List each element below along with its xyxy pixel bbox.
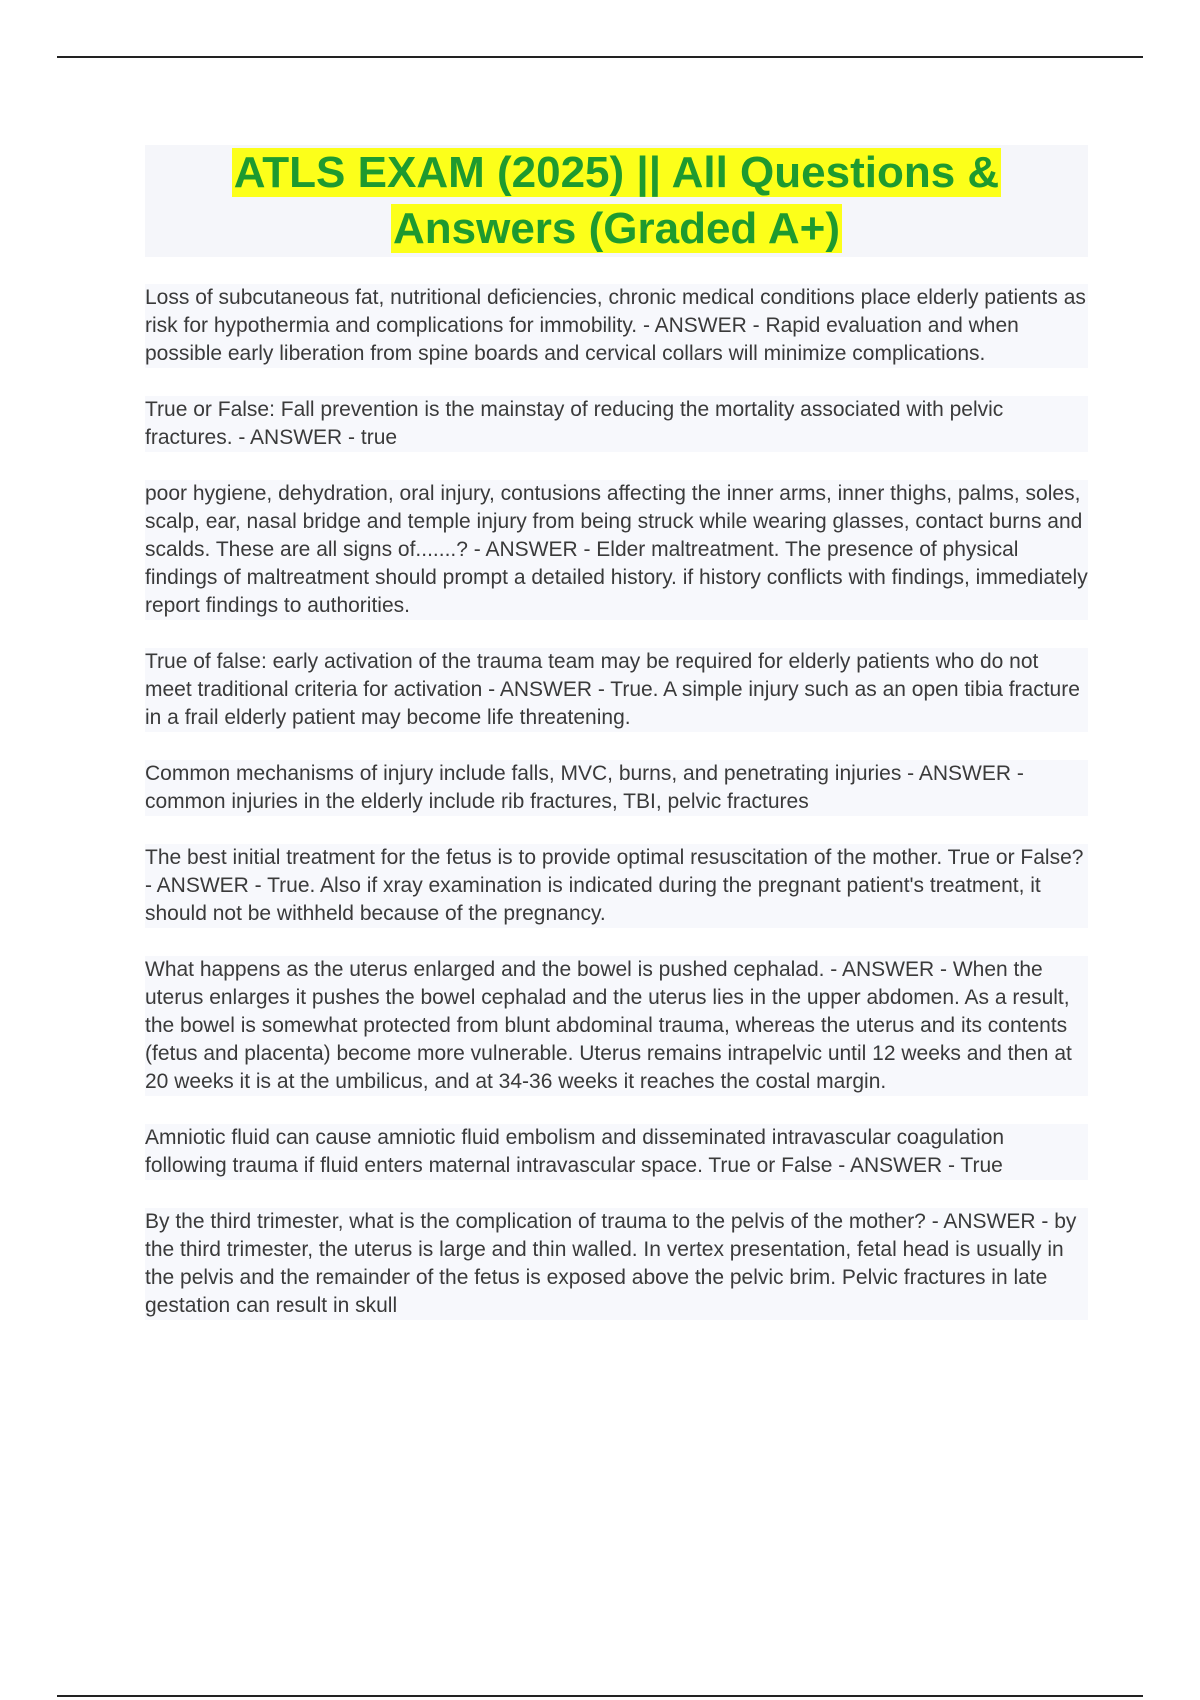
title-line-2: Answers (Graded A+) <box>392 204 841 253</box>
qa-list <box>145 284 1088 1348</box>
bottom-rule <box>57 1695 1143 1697</box>
qa-item: Amniotic fluid can cause amniotic fluid embolism and disseminated intravascular coagulation following trauma if fluid enters maternal intravascular space. True or False - ANSWER - True <box>145 1124 1088 1180</box>
title-line-1: ATLS EXAM (2025) || All Questions & <box>233 148 1000 197</box>
page-title <box>145 145 1088 257</box>
qa-item: poor hygiene, dehydration, oral injury, contusions affecting the inner arms, inner thighs, palms, soles, scalp, ear, nasal bridge and temple injury from being struck while wearing glasses, contact burns and scalds. These are all signs of.......? - ANSWER - Elder maltreatment. The presence of physical findings of maltreatment should prompt a detailed history. if history conflicts with findings, immediately report findings to authorities. <box>145 480 1088 620</box>
qa-item: True or False: Fall prevention is the mainstay of reducing the mortality associated with pelvic fractures. - ANSWER - true <box>145 396 1088 452</box>
qa-item: The best initial treatment for the fetus is to provide optimal resuscitation of the mother. True or False? - ANSWER - True. Also if xray examination is indicated during the pregnant patient's treatment, it should not be withheld because of the pregnancy. <box>145 844 1088 928</box>
qa-item: Common mechanisms of injury include falls, MVC, burns, and penetrating injuries - ANSWER - common injuries in the elderly include rib fractures, TBI, pelvic fractures <box>145 760 1088 816</box>
qa-item: What happens as the uterus enlarged and the bowel is pushed cephalad. - ANSWER - When the uterus enlarges it pushes the bowel cephalad and the uterus lies in the upper abdomen. As a result, the bowel is somewhat protected from blunt abdominal trauma, whereas the uterus and its contents (fetus and placenta) become more vulnerable. Uterus remains intrapelvic until 12 weeks and then at 20 weeks it is at the umbilicus, and at 34-36 weeks it reaches the costal margin. <box>145 956 1088 1096</box>
qa-item: Loss of subcutaneous fat, nutritional deficiencies, chronic medical conditions place elderly patients as risk for hypothermia and complications for immobility. - ANSWER - Rapid evaluation and when possible early liberation from spine boards and cervical collars will minimize complications. <box>145 284 1088 368</box>
top-rule <box>57 56 1143 58</box>
qa-item: True of false: early activation of the trauma team may be required for elderly patients who do not meet traditional criteria for activation - ANSWER - True. A simple injury such as an open tibia fracture in a frail elderly patient may become life threatening. <box>145 648 1088 732</box>
qa-item: By the third trimester, what is the complication of trauma to the pelvis of the mother? - ANSWER - by the third trimester, the uterus is large and thin walled. In vertex presentation, fetal head is usually in the pelvis and the remainder of the fetus is exposed above the pelvic brim. Pelvic fractures in late gestation can result in skull <box>145 1208 1088 1320</box>
